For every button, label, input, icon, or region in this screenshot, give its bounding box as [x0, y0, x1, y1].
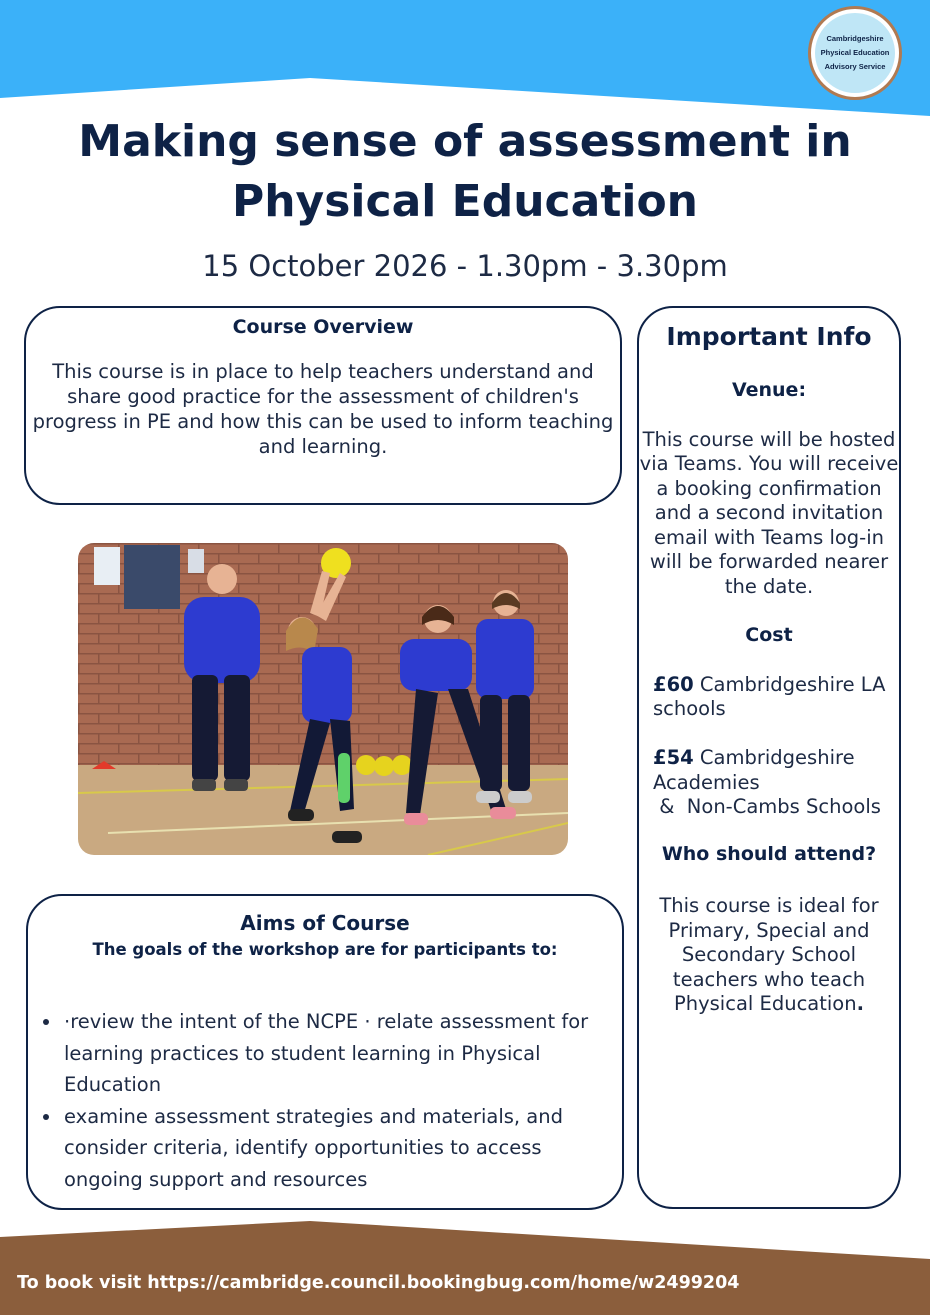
overview-text: This course is in place to help teachers understand and share good practice for the assessment of children's progress in PE and how this can be used to inform teaching and learning. [32, 360, 614, 458]
date-time-line: 15 October 2026 - 1.30pm - 3.30pm [202, 249, 728, 283]
price-academies-amount: £54 [653, 746, 694, 769]
aims-heading: Aims of Course [240, 911, 410, 935]
children-playing-photo [78, 543, 568, 855]
advisory-service-logo [808, 6, 902, 100]
price-la-desc: Cambridgeshire LA schools [653, 672, 886, 720]
info-title: Important Info [666, 322, 872, 351]
top-banner [0, 0, 930, 130]
logo-line-2: Physical Education [820, 48, 890, 57]
cost-heading: Cost [745, 624, 793, 646]
title-line-1: Making sense of assessment in [78, 116, 852, 167]
who-should-attend-heading: Who should attend? [661, 842, 877, 865]
aims-item-1: • ·review the intent of the NCPE · relate assessment for learning practices to student learning in Physical Education [62, 1006, 616, 1101]
venue-text: This course will be hosted via Teams. You will receive a booking confirmation and a second invitation email with Teams log-in will be forwarded nearer the date. [639, 427, 899, 598]
aims-intro: The goals of the workshop are for participants to: [92, 940, 558, 959]
price-academies-desc-1: Cambridgeshire Academies [653, 746, 855, 794]
logo-line-1: Cambridgeshire [826, 34, 884, 43]
price-academies-desc-2: & Non-Cambs Schools [653, 795, 881, 818]
photo-illustration [78, 543, 568, 855]
booking-link-text[interactable]: To book visit https://cambridge.council.bookingbug.com/home/w2499204 [17, 1273, 740, 1293]
price-la-amount: £60 [653, 672, 694, 696]
course-overview-box [24, 306, 622, 505]
overview-heading: Course Overview [232, 316, 414, 338]
footer-banner [0, 1215, 930, 1315]
who-should-attend-text [639, 894, 899, 1017]
logo-line-3: Advisory Service [824, 62, 886, 71]
title-line-2: Physical Education [231, 176, 699, 227]
page-title [0, 112, 930, 232]
aims-of-course-box [26, 894, 624, 1210]
who-text: This course is ideal for Primary, Special and Secondary School teachers who teach Physical Education [659, 894, 879, 1015]
aims-list [28, 1006, 622, 1195]
venue-heading: Venue: [731, 379, 807, 401]
price-academies [653, 746, 899, 820]
price-la-schools [653, 673, 899, 722]
aims-item-2: • examine assessment strategies and materials, and consider criteria, identify opportunities to access ongoing support and resources [62, 1101, 616, 1196]
important-info-box [637, 306, 901, 1209]
who-period: . [856, 992, 865, 1015]
